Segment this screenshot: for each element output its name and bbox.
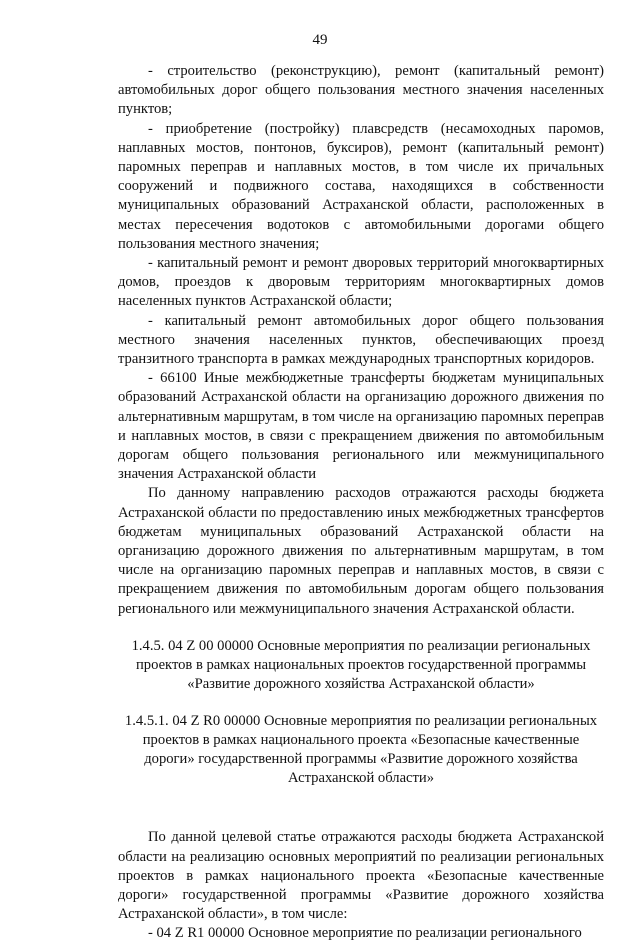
paragraph-direction-expenses: По данному направлению расходов отражаются расходы бюджета Астраханской области по предоставлению иных межбюджетных трансфертов бюджетам муниципальных образований Астраханской области на организацию дорожного движения по альтернативным маршрутам, в том числе на организацию паромных переправ и наплавных мостов, в связи с прекращением движения по автомобильным дорогам общего пользования регионального или межмуниципального значения Астраханской области.	[118, 485, 604, 617]
section-heading-1-4-5-1: 1.4.5.1. 04 Z R0 00000 Основные мероприятия по реализации региональных проектов в рамках национального проекта «Безопасные качественные дороги» государственной программы «Развитие дорожного хозяйства Астраханской области»	[124, 712, 598, 787]
page-number: 49	[312, 32, 328, 48]
paragraph-04zr1-start: - 04 Z R1 00000 Основное мероприятие по реализации регионального	[148, 925, 582, 942]
paragraph-yard-repair: - капитальный ремонт и ремонт дворовых территорий многоквартирных домов, проездов к дворовым территориям многоквартирных домов населенных пунктов Астраханской области;	[118, 255, 604, 310]
paragraph-66100-transfers: - 66100 Иные межбюджетные трансферты бюджетам муниципальных образований Астраханской области на организацию дорожного движения по альтернативным маршрутам, в том числе на организацию паромных переправ и наплавных мостов, в связи с прекращением движения по автомобильным дорогам общего пользования регионального или межмуниципального значения Астраханской области	[118, 370, 604, 483]
paragraph-road-construction: - строительство (реконструкцию), ремонт (капитальный ремонт) автомобильных дорог общего пользования местного значения населенных пунктов;	[118, 63, 604, 118]
document-body	[118, 62, 604, 944]
section-heading-1-4-5: 1.4.5. 04 Z 00 00000 Основные мероприятия по реализации региональных проектов в рамках национальных проектов государственной программы «Развитие дорожного хозяйства Астраханской области»	[131, 637, 591, 693]
paragraph-target-article: По данной целевой статье отражаются расходы бюджета Астраханской области на реализацию основных мероприятий по реализации региональных проектов в рамках национального проекта «Безопасные качественные дороги» государственной программы «Развитие дорожного хозяйства Астраханской области», в том числе:	[118, 829, 604, 923]
paragraph-watercraft-acquisition: - приобретение (постройку) плавсредств (несамоходных паромов, наплавных мостов, понтонов, буксиров), ремонт (капитальный ремонт) паромных переправ и наплавных мостов, в том числе их причальных сооружений и подвижного состава, находящихся в собственности муниципальных образований Астраханской области, расположенных в местах пересечения водотоков с автомобильными дорогами общего пользования местного значения;	[118, 120, 604, 252]
paragraph-transit-roads: - капитальный ремонт автомобильных дорог общего пользования местного значения населенных пунктов, обеспечивающих проезд транзитного транспорта в рамках международных транспортных коридоров.	[118, 312, 604, 368]
